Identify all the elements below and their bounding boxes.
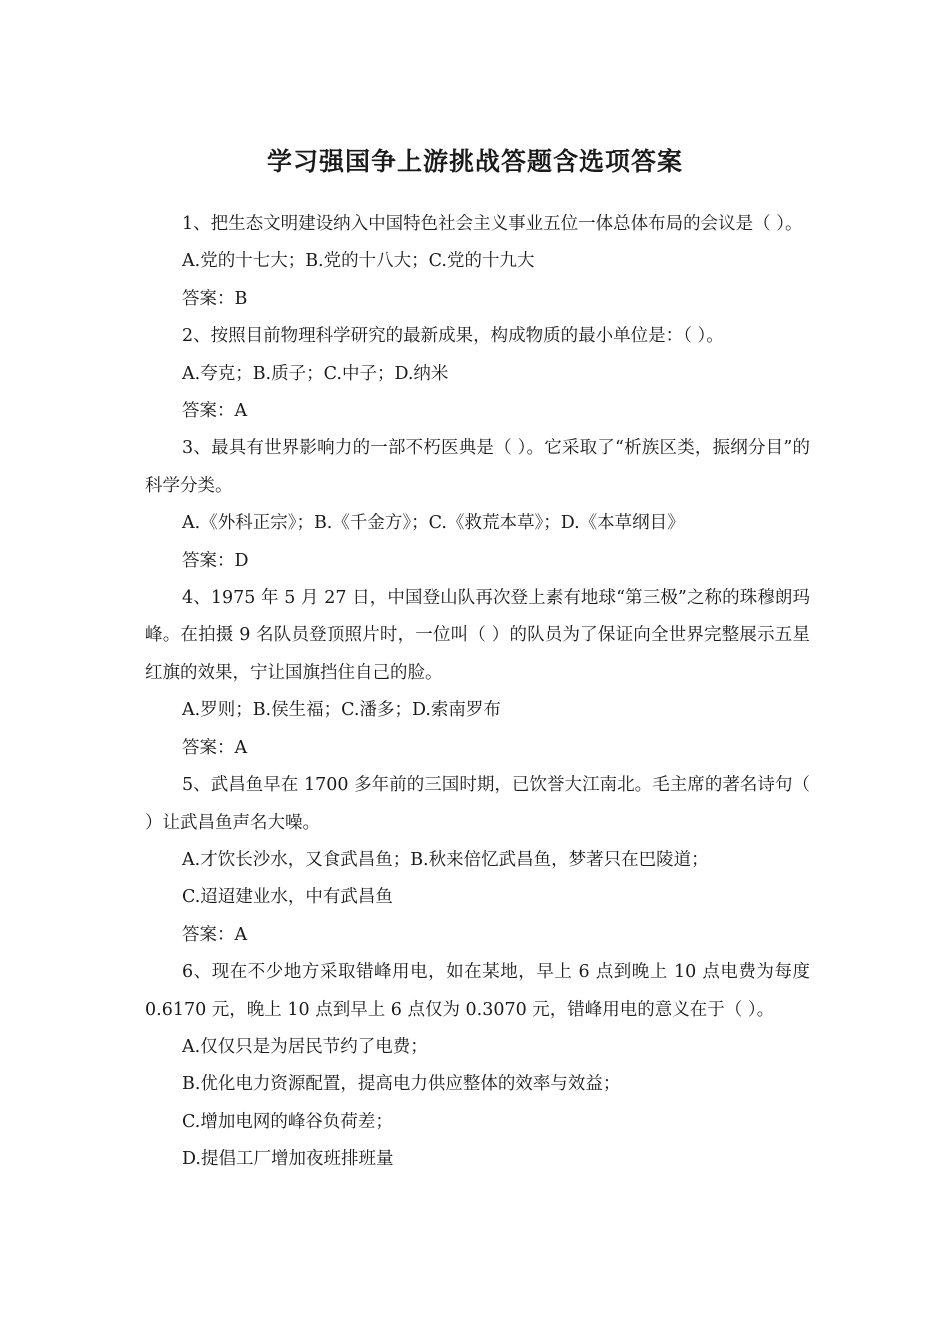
question-4-text: 4、1975 年 5 月 27 日，中国登山队再次登上素有地球“第三极”之称的珠穆朗玛峰。在拍摄 9 名队员登顶照片时，一位叫（ ）的队员为了保证向全世界完整展示五星红旗的效果，宁让国旗挡住自己的脸。 bbox=[145, 588, 810, 683]
question-6-option-c: C.增加电网的峰谷负荷差； bbox=[182, 1111, 393, 1132]
document-title: 学习强国争上游挑战答题含选项答案 bbox=[266, 147, 683, 176]
question-5-options-line-1: A.才饮长沙水，又食武昌鱼；B.秋来倍忆武昌鱼，梦著只在巴陵道； bbox=[182, 849, 709, 870]
question-1-answer: 答案：B bbox=[182, 288, 248, 309]
question-5-options-line-2: C.迢迢建业水，中有武昌鱼 bbox=[182, 887, 393, 908]
question-6-text: 6、现在不少地方采取错峰用电，如在某地，早上 6 点到晚上 10 点电费为每度 0.6170 元，晚上 10 点到早上 6 点仅为 0.3070 元，错峰用电的意义在于（ ）。 bbox=[145, 962, 810, 1020]
question-6-option-a: A.仅仅只是为居民节约了电费； bbox=[182, 1036, 428, 1057]
question-5-text: 5、武昌鱼早在 1700 多年前的三国时期，已饮誉大江南北。毛主席的著名诗句（ ）让武昌鱼声名大噪。 bbox=[145, 775, 810, 833]
question-6-option-b: B.优化电力资源配置，提高电力供应整体的效率与效益； bbox=[182, 1074, 621, 1095]
question-5-answer: 答案：A bbox=[182, 924, 248, 945]
document-body bbox=[145, 206, 810, 1179]
question-4-answer: 答案：A bbox=[182, 737, 248, 758]
question-2-answer: 答案：A bbox=[182, 401, 248, 422]
question-6-option-d: D.提倡工厂增加夜班排班量 bbox=[182, 1149, 394, 1170]
question-3-text: 3、最具有世界影响力的一部不朽医典是（ ）。它采取了“析族区类，振纲分目”的科学分类。 bbox=[145, 438, 810, 496]
question-2-text: 2、按照目前物理科学研究的最新成果，构成物质的最小单位是：（ ）。 bbox=[182, 326, 724, 347]
question-1-options: A.党的十七大；B.党的十八大；C.党的十九大 bbox=[182, 251, 535, 272]
question-1-text: 1、把生态文明建设纳入中国特色社会主义事业五位一体总体布局的会议是（ ）。 bbox=[182, 214, 803, 234]
question-3-answer: 答案：D bbox=[182, 550, 249, 571]
question-2-options: A.夸克；B.质子；C.中子；D.纳米 bbox=[182, 363, 449, 384]
question-3-options: A.《外科正宗》；B.《千金方》；C.《救荒本草》；D.《本草纲目》 bbox=[182, 513, 685, 534]
question-4-options: A.罗则；B.侯生福；C.潘多；D.索南罗布 bbox=[182, 700, 501, 721]
